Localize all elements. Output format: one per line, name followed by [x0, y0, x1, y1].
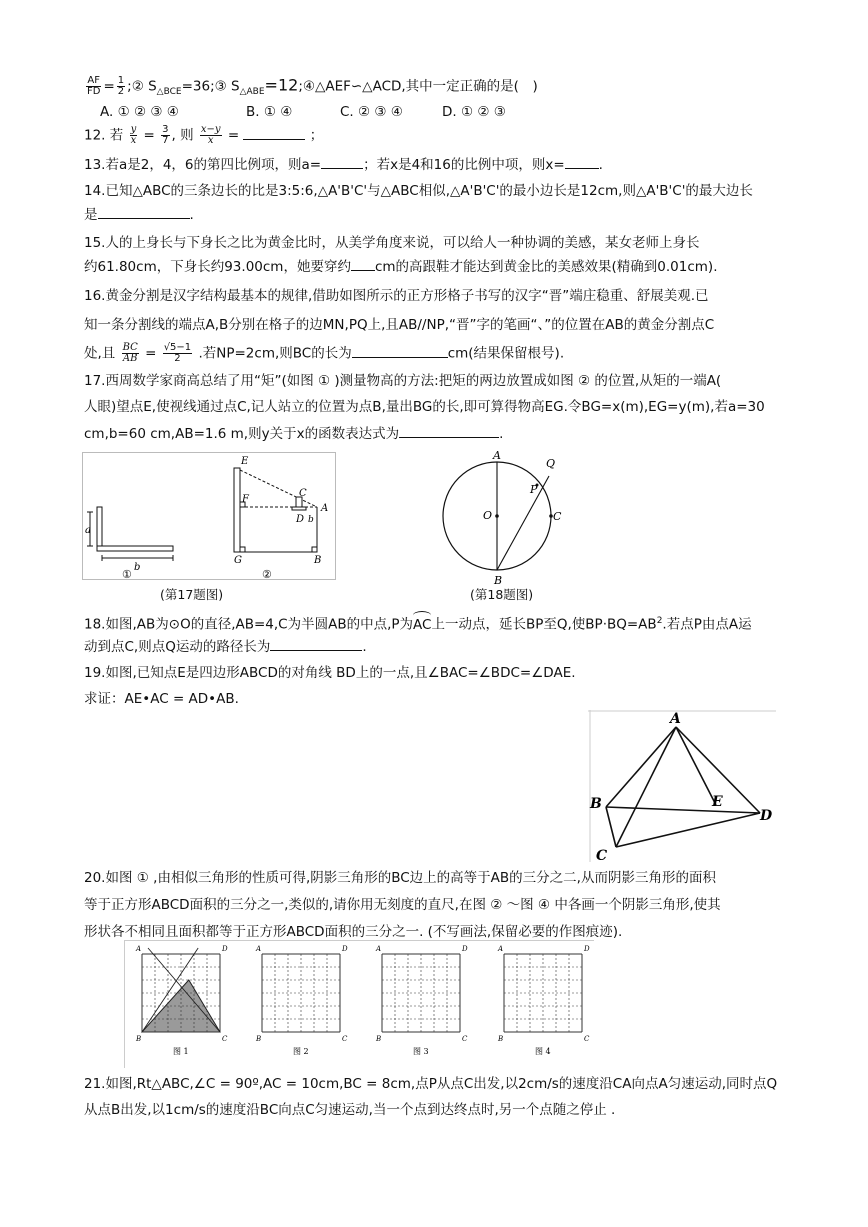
figure-19 [588, 710, 776, 862]
vertex-label-a: A [376, 945, 382, 953]
grid-figure-3 [375, 945, 468, 1056]
fraction-3-7: $\frac{3}{7}$ [162, 124, 169, 146]
figure-17-svg [82, 452, 336, 580]
arc-ac: AC [413, 616, 431, 634]
q16-line3: 处,且 $\frac{BC}{AB}$ = $\frac{√5-1}{2}$ .若NP=2cm,则BC的长为 cm(结果保留根号). [84, 342, 565, 364]
svg-text:②: ② [262, 568, 272, 580]
fraction-xmy-x: $\frac{x-y}{x}$ [200, 124, 221, 146]
q19-line2: 求证：AE•AC = AD•AB. [84, 691, 239, 707]
grid-caption-1: 图 1 [173, 1047, 189, 1056]
figure-19-svg [588, 710, 776, 862]
grid-caption-2: 图 2 [293, 1047, 309, 1056]
option-d: D. ① ② ③ [442, 104, 506, 120]
svg-text:B: B [314, 555, 322, 566]
svg-text:D: D [760, 808, 773, 824]
svg-text:C: C [596, 848, 608, 862]
svg-text:A: A [493, 450, 501, 462]
vertex-label-d: D [222, 945, 228, 953]
svg-text:C: C [553, 510, 562, 523]
vertex-label-c: C [222, 1035, 228, 1043]
svg-text:F: F [242, 494, 249, 505]
svg-text:①: ① [122, 568, 132, 580]
q15-line2: 约61.80cm，下身长约93.00cm，她要穿约 cm的高跟鞋才能达到黄金比的美感效果(精确到0.01cm). [84, 259, 718, 275]
figure-18 [440, 450, 580, 586]
grid-figure-2 [255, 945, 348, 1056]
grid-caption-4: 图 4 [535, 1047, 551, 1056]
q18-line1: 18.如图,AB为⊙O的直径,AB=4,C为半圆AB的中点,P为 AC上一动点，延长BP至Q,使$BP\cdot BQ=AB^2$.若点P由点A运 [84, 612, 752, 634]
answer-blank-a[interactable] [321, 156, 363, 169]
q12-line: 12. 若 $\frac{y}{x}$ = $\frac{3}{7}$ , 则 $\frac{x-y}{x}$ = ； [84, 124, 324, 146]
vertex-label-b: B [256, 1035, 262, 1043]
vertex-label-b: B [498, 1035, 504, 1043]
fraction-bc-ab: $\frac{BC}{AB}$ [122, 342, 138, 364]
q20-line1: 20.如图 ① ,由相似三角形的性质可得,阴影三角形的BC边上的高等于AB的三分之二,从而阴影三角形的面积 [84, 870, 716, 886]
svg-text:b: b [308, 515, 314, 525]
fraction-y-x: $\frac{y}{x}$ [130, 124, 137, 146]
grid-group [135, 945, 590, 1056]
grid-figure-1 [135, 945, 228, 1056]
answer-blank[interactable] [351, 258, 375, 271]
q14-line1: 14.已知△ABC的三条边长的比是3:5:6,△A'B'C'与△ABC相似,△A'B'C'的最小边长是12cm,则△A'B'C'的最大边长 [84, 183, 753, 199]
vertex-label-b: B [136, 1035, 142, 1043]
q21-line1: 21.如图,Rt△ABC,∠C = 90º,AC = 10cm,BC = 8cm,点P从点C出发,以2cm/s的速度沿CA向点A匀速运动,同时点Q [84, 1076, 778, 1092]
svg-text:a: a [85, 525, 91, 536]
q11-line: $\frac{AF}{FD}$ = $\frac{1}{2}$ ;② $S_{\triangle BCE}=36;③$ $S_{\triangle ABE}=12;④\triangle AEF∽\triangle ACD$,其中一定正确的是( ) [87, 75, 538, 98]
grid-figure-4 [497, 945, 590, 1056]
vertex-label-d: D [584, 945, 590, 953]
svg-text:C: C [299, 488, 307, 499]
answer-blank[interactable] [98, 206, 190, 219]
vertex-label-b: B [376, 1035, 382, 1043]
q18-line2: 动到点C,则点Q运动的路径长为 . [84, 639, 367, 655]
q16-line2: 知一条分割线的端点A,B分别在格子的边MN,PQ上,且AB//NP,“晋”字的笔画“、”的位置在AB的黄金分割点C [84, 317, 715, 333]
answer-blank[interactable] [352, 345, 448, 358]
vertex-label-d: D [462, 945, 468, 953]
svg-text:A: A [321, 503, 329, 514]
carpenter-square-drawing [85, 507, 173, 580]
answer-blank[interactable] [243, 127, 305, 140]
answer-blank[interactable] [399, 425, 499, 438]
figure-20 [124, 940, 594, 1068]
q20-line3: 形状各不相同且面积都等于正方形ABCD面积的三分之一. (不写画法,保留必要的作图痕迹). [84, 924, 623, 940]
option-c: C. ② ③ ④ [340, 104, 403, 120]
figure-17 [82, 452, 336, 580]
q17-line2: 人眼)望点E,使视线通过点C,记人站立的位置为点B,量出BG的长,即可算得物高EG.令BG=x(m),EG=y(m),若a=30 [84, 399, 765, 415]
q20-line2: 等于正方形ABCD面积的三分之一,类似的,请你用无刻度的直尺,在图 ② ～图 ④ 中各画一个阴影三角形,使其 [84, 897, 721, 913]
svg-text:E: E [241, 456, 249, 467]
vertex-label-a: A [498, 945, 504, 953]
svg-text:b: b [134, 562, 141, 573]
vertex-label-d: D [342, 945, 348, 953]
q21-line2: 从点B出发,以1cm/s的速度沿BC向点C匀速运动,当一个点到达终点时,另一个点随之停止 . [84, 1102, 616, 1118]
q17-line3: cm,b=60 cm,AB=1.6 m,则y关于x的函数表达式为 . [84, 426, 504, 442]
fraction-af-fd: $\frac{AF}{FD}$ [87, 75, 101, 97]
svg-text:A: A [670, 711, 681, 727]
answer-blank[interactable] [270, 638, 362, 651]
svg-text:B: B [494, 574, 503, 586]
answer-blank-x[interactable] [565, 156, 599, 169]
figure-20-svg [124, 940, 594, 1068]
svg-text:E: E [712, 794, 723, 810]
svg-text:B: B [590, 796, 602, 812]
vertex-label-c: C [462, 1035, 468, 1043]
measuring-drawing [234, 456, 328, 580]
q11-options [100, 103, 506, 121]
svg-text:G: G [234, 555, 242, 566]
option-b: B. ① ④ [246, 104, 293, 120]
fraction-half: $\frac{1}{2}$ [117, 75, 125, 97]
q19-line1: 19.如图,已知点E是四边形ABCD的对角线 BD上的一点,且∠BAC=∠BDC=∠DAE. [84, 665, 576, 681]
q17-line1: 17.西周数学家商高总结了用“矩”(如图 ① )测量物高的方法:把矩的两边放置成如图 ② 的位置,从矩的一端A( [84, 373, 722, 389]
figure-17-caption: (第17题图) [160, 587, 224, 602]
figure-18-svg [440, 450, 580, 586]
grid-caption-3: 图 3 [413, 1047, 429, 1056]
q14-line2: 是 . [84, 207, 194, 223]
option-a: A. ① ② ③ ④ [100, 104, 179, 120]
q16-line1: 16.黄金分割是汉字结构最基本的规律,借助如图所示的正方形格子书写的汉字“晋”端庄稳重、舒展美观.已 [84, 288, 709, 304]
figure-18-caption: (第18题图) [470, 587, 534, 602]
q13-line: 13.若a是2，4，6的第四比例项，则a= ；若x是4和16的比例中项，则x= . [84, 157, 603, 173]
svg-text:Q: Q [546, 457, 556, 470]
vertex-label-c: C [584, 1035, 590, 1043]
svg-text:D: D [296, 514, 305, 525]
vertex-label-a: A [256, 945, 262, 953]
q15-line1: 15.人的上身长与下身长之比为黄金比时，从美学角度来说，可以给人一种协调的美感，某女老师上身长 [84, 235, 700, 251]
svg-text:P: P [530, 483, 538, 496]
svg-text:O: O [483, 509, 493, 522]
vertex-label-c: C [342, 1035, 348, 1043]
fraction-golden: $\frac{√5-1}{2}$ [163, 342, 192, 364]
vertex-label-a: A [136, 945, 142, 953]
